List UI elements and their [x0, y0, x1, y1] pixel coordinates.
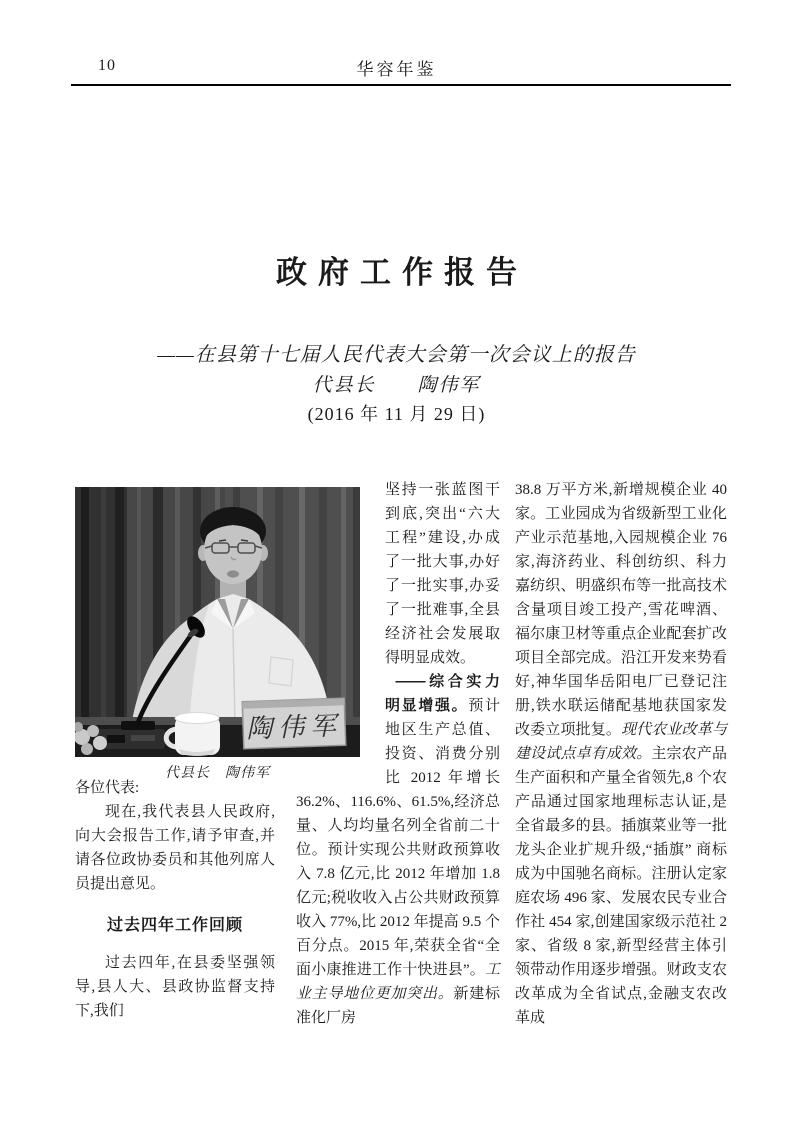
agriculture-detail-text: 主宗农产品生产面积和产量全省领先,8 个农产品通过国家地理标志认证,是全省最多的县。插旗菜业等一批龙头企业扩规升级,“插旗” 商标成为中国驰名商标。注册认定家庭农场 496 家、发展农民专业合作社 454 家,创建国家级示范社 2 家、省级 8 家,新型经营主体引领带动作用逐步增强。财政支农改革成为全省试点,金融支农改革成: [515, 746, 727, 1026]
right-flow-paragraph: [515, 478, 727, 1030]
header-rule: [71, 84, 731, 86]
column-middle: [296, 478, 500, 1030]
industry-kaiti-text: 工业主导地位更加突出。: [296, 962, 500, 1002]
strength-body-text: 预计地区生产总值、投资、消费分别比 2012 年增长 36.2%、116.6%、61.5%,经济总量、人均均量名列全省前二十位。预计实现公共财政预算收入 7.8 亿元,比 2012 年增加 1.8 亿元;税收收入占公共财政预算收入 77%,比 2012 年提高 9.5 个百分点。2015 年,荣获全省“全面小康推进工作十快进县”。: [296, 698, 500, 978]
column-left: [75, 776, 275, 1023]
agriculture-kaiti-text: 现代农业改革与建设试点卓有成效。: [515, 722, 727, 762]
placard-name-text: 陶伟军: [245, 711, 343, 744]
column-right: [515, 478, 727, 1030]
date-line: (2016 年 11 月 29 日): [307, 404, 486, 424]
section-heading-review: 过去四年工作回顾: [106, 917, 243, 934]
strength-tail-text: 新建标准化厂房: [296, 986, 500, 1026]
salutation: 各位代表:: [75, 780, 140, 796]
publication-title: 华容年鉴: [356, 60, 437, 79]
middle-flow-text: 坚持一张蓝图干到底,突出“六大工程”建设,办成了一批大事,办好了一批实事,办妥了一批难事,全县经济社会发展取得明显成效。: [385, 482, 500, 666]
presenter-line: 代县长 陶伟军: [312, 375, 481, 396]
bold-lead-text: ——综合实力明显增强。: [385, 673, 500, 714]
intro-paragraph: 现在,我代表县人民政府,向大会报告工作,请予审查,并请各位政协委员和其他列席人员提出意见。: [75, 804, 275, 892]
photo-caption: 代县长 陶伟军: [165, 766, 270, 781]
article-subtitle: ——在县第十七届人民代表大会第一次会议上的报告: [157, 344, 636, 366]
industry-detail-text: 38.8 万平方米,新增规模企业 40 家。工业园成为省级新型工业化产业示范基地,入园规模企业 76 家,海济药业、科创纺织、科力嘉纺织、明盛织布等一批高技术含量项目竣工投产,雪花啤酒、福尔康卫材等重点企业配套扩改项目全部完成。沿江开发来势看好,神华国华岳阳电厂已登记注册,铁水联运储配基地获国家发改委立项批复。: [515, 482, 727, 738]
photo-wrap-spacer: [296, 478, 385, 790]
desk-console: [97, 729, 165, 749]
page-number: 10: [98, 57, 116, 74]
article-title: 政府工作报告: [276, 255, 528, 290]
review-paragraph: 过去四年,在县委坚强领导,县人大、县政协监督支持下,我们: [75, 955, 275, 1019]
